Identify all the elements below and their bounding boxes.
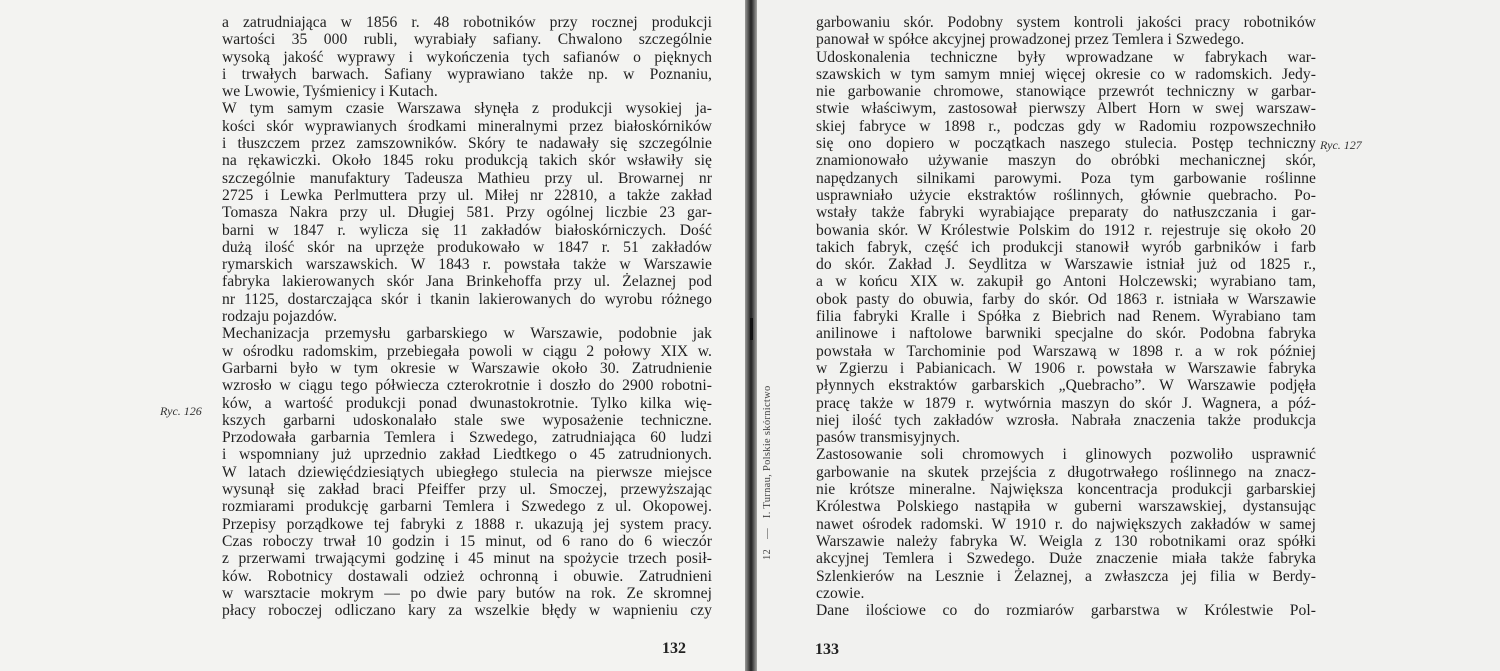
- right-figure-reference: Ryc. 127: [1320, 138, 1362, 152]
- text-line: garbowanie na skutek przejścia z długotrwałego roślinnego na znacz-: [816, 463, 1316, 481]
- right-page: [757, 0, 1500, 671]
- text-line: nie krótsze mineralne. Największa koncentracja produkcji garbarskiej: [816, 481, 1316, 499]
- text-line: dużą ilość skór na uprzęże produkowało w 1847 r. 51 zakładów: [222, 238, 712, 256]
- text-line: Garbarni było w tym okresie w Warszawie około 30. Zatrudnienie: [222, 359, 712, 377]
- text-line: kszych garbarni udoskonalało stale swe wyposażenie techniczne.: [222, 411, 712, 429]
- text-line: Przodowała garbarnia Temlera i Szwedego, zatrudniająca 60 ludzi: [222, 429, 712, 447]
- text-line: płynnych ekstraktów garbarskich „Quebracho”. W Warszawie podjęła: [816, 377, 1316, 395]
- text-line: Mechanizacja przemysłu garbarskiego w Warszawie, podobnie jak: [222, 325, 712, 343]
- text-line: powstała w Tarchominie pod Warszawą w 1898 r. a w rok później: [816, 342, 1316, 360]
- running-head-dash: —: [762, 528, 773, 539]
- text-line: i tłuszczem przez zamszowników. Skóry te nadawały się szczególnie: [222, 135, 712, 153]
- text-line: Przepisy porządkowe tej fabryki z 1888 r. ukazują jej system pracy.: [222, 515, 712, 533]
- text-line: i trwałych barwach. Safiany wyprawiano także np. w Poznaniu,: [222, 65, 712, 83]
- text-line: ków, a wartość produkcji ponad dwunastokrotnie. Tylko kilka wię-: [222, 394, 712, 412]
- text-line: kości skór wyprawianych środkami mineralnymi przez białoskórników: [222, 117, 712, 135]
- text-line: w ośrodku radomskim, przebiegała powoli w ciągu 2 połowy XIX w.: [222, 342, 712, 360]
- text-line: Królestwa Polskiego nastąpiła w guberni warszawskiej, dystansując: [816, 498, 1316, 516]
- spine-mark: [750, 318, 753, 340]
- text-line: nawet ośrodek radomski. W 1910 r. do największych zakładów w samej: [816, 515, 1316, 533]
- text-line: i wspomniany już uprzednio zakład Liedtkego o 45 zatrudnionych.: [222, 446, 712, 464]
- right-body-text: [816, 14, 1316, 619]
- text-line: filia fabryki Kralle i Spółka z Biebrich nad Renem. Wyrabiano tam: [816, 308, 1316, 326]
- text-line: skiej fabryce w 1898 r., podczas gdy w Radomiu rozpowszechniło: [816, 117, 1316, 135]
- text-line: W latach dziewięćdziesiątych ubiegłego stulecia na pierwsze miejsce: [222, 463, 712, 481]
- text-line: Czas roboczy trwał 10 godzin i 15 minut, od 6 rano do 6 wieczór: [222, 532, 712, 550]
- text-line: akcyjnej Temlera i Szwedego. Duże znaczenie miała także fabryka: [816, 550, 1316, 568]
- text-line: Tomasza Nakra przy ul. Długiej 581. Przy ogólnej liczbie 23 gar-: [222, 204, 712, 222]
- text-line: panował w spółce akcyjnej prowadzonej przez Temlera i Szwedego.: [816, 31, 1245, 49]
- text-line: rozmiarami produkcję garbarni Temlera i Szwedego z ul. Okopowej.: [222, 498, 712, 516]
- text-line: w warsztacie mokrym — po dwie pary butów na rok. Ze skromnej: [222, 584, 712, 602]
- running-head: [762, 375, 773, 560]
- text-line: w Zgierzu i Pabianicach. W 1906 r. powstała w Warszawie fabryka: [816, 359, 1316, 377]
- text-line: wstały także fabryki wyrabiające preparaty do natłuszczania i gar-: [816, 204, 1316, 222]
- running-head-number: 12: [762, 548, 773, 560]
- text-line: W tym samym czasie Warszawa słynęła z produkcji wysokiej ja-: [222, 100, 712, 118]
- text-line: pracę także w 1879 r. wytwórnia maszyn do skór J. Wagnera, a póź-: [816, 394, 1316, 412]
- text-line: do skór. Zakład J. Seydlitza w Warszawie istniał już od 1825 r.,: [816, 256, 1316, 274]
- text-line: we Lwowie, Tyśmienicy i Kutach.: [222, 83, 438, 101]
- text-line: Udoskonalenia techniczne były wprowadzane w fabrykach war-: [816, 48, 1316, 66]
- text-line: szczególnie manufaktury Tadeusza Mathieu przy ul. Browarnej nr: [222, 169, 712, 187]
- text-line: takich fabryk, część ich produkcji stanowił wyrób garbników i farb: [816, 238, 1316, 256]
- text-line: a zatrudniająca w 1856 r. 48 robotników przy rocznej produkcji: [222, 14, 712, 31]
- text-line: wzrosło w ciągu tego półwiecza czterokrotnie i doszło do 2900 robotni-: [222, 377, 712, 395]
- text-line: nr 1125, dostarczająca skór i tkanin lakierowanych do wyrobu różnego: [222, 290, 712, 308]
- text-line: nie garbowanie chromowe, stanowiące przewrót techniczny w garbar-: [816, 83, 1316, 101]
- text-line: napędzanych silnikami parowymi. Poza tym garbowanie roślinne: [816, 169, 1316, 187]
- text-line: rymarskich warszawskich. W 1843 r. powstała także w Warszawie: [222, 256, 712, 274]
- text-line: szawskich w tym samym mniej więcej okresie co w radomskich. Jedy-: [816, 65, 1316, 83]
- text-line: niej ilość tych zakładów wzrosła. Nabrała znaczenia także produkcja: [816, 411, 1316, 429]
- text-line: a w końcu XIX w. zakupił go Antoni Holczewski; wyrabiano tam,: [816, 273, 1316, 291]
- text-line: Warszawie należy fabryka W. Weigla z 130 robotnikami oraz spółki: [816, 532, 1316, 550]
- text-line: barni w 1847 r. wylicza się 11 zakładów białoskórniczych. Dość: [222, 221, 712, 239]
- text-line: obok pasty do obuwia, farby do skór. Od 1863 r. istniała w Warszawie: [816, 290, 1316, 308]
- text-line: na rękawiczki. Około 1845 roku produkcją takich skór wsławiły się: [222, 152, 712, 170]
- text-line: 2725 i Lewka Perlmuttera przy ul. Miłej nr 22810, a także zakład: [222, 186, 712, 204]
- running-head-text: I. Turnau, Polskie skórnictwo: [762, 385, 773, 519]
- text-line: wysoką jakość wyprawy i wykończenia tych safianów o pięknych: [222, 48, 712, 66]
- text-line: anilinowe i naftolowe barwniki specjalne do skór. Podobna fabryka: [816, 325, 1316, 343]
- text-line: wysunął się zakład braci Pfeiffer przy ul. Smoczej, przewyższając: [222, 481, 712, 499]
- text-line: Szlenkierów na Lesznie i Żelaznej, a zwłaszcza jej filia w Berdy-: [816, 567, 1316, 585]
- left-page-number: 132: [662, 640, 686, 657]
- text-line: rodzaju pojazdów.: [222, 308, 338, 326]
- text-line: bowania skór. W Królestwie Polskim do 1912 r. rejestruje się około 20: [816, 221, 1316, 239]
- text-line: pasów transmisyjnych.: [816, 429, 960, 447]
- text-line: usprawniało użycie ekstraktów roślinnych, głównie quebracho. Po-: [816, 186, 1316, 204]
- text-line: stwie właściwym, zastosował pierwszy Albert Horn w swej warszaw-: [816, 100, 1316, 118]
- text-line: Dane ilościowe co do rozmiarów garbarstwa w Królestwie Pol-: [816, 602, 1316, 620]
- text-line: znamionowało używanie maszyn do obróbki mechanicznej skór,: [816, 152, 1316, 170]
- text-line: płacy roboczej odliczano kary za wszelkie błędy w wapnieniu czy: [222, 602, 712, 620]
- left-figure-reference: Ryc. 126: [160, 404, 202, 418]
- left-page: [0, 0, 745, 671]
- text-line: czowie.: [816, 584, 865, 602]
- text-line: garbowaniu skór. Podobny system kontroli jakości pracy robotników: [816, 14, 1316, 31]
- text-line: wartości 35 000 rubli, wyrabiały safiany. Chwalono szczególnie: [222, 31, 712, 49]
- text-line: z przerwami trwającymi godzinę i 45 minut na spożycie trzech posił-: [222, 550, 712, 568]
- text-line: fabryka lakierowanych skór Jana Brinkehoffa przy ul. Żelaznej pod: [222, 273, 712, 291]
- text-line: ków. Robotnicy dostawali odzież ochronną i obuwie. Zatrudnieni: [222, 567, 712, 585]
- left-body-text: [222, 14, 712, 619]
- text-line: się ono dopiero w początkach naszego stulecia. Postęp techniczny: [816, 135, 1316, 153]
- text-line: Zastosowanie soli chromowych i glinowych pozwoliło usprawnić: [816, 446, 1316, 464]
- right-page-number: 133: [815, 641, 839, 658]
